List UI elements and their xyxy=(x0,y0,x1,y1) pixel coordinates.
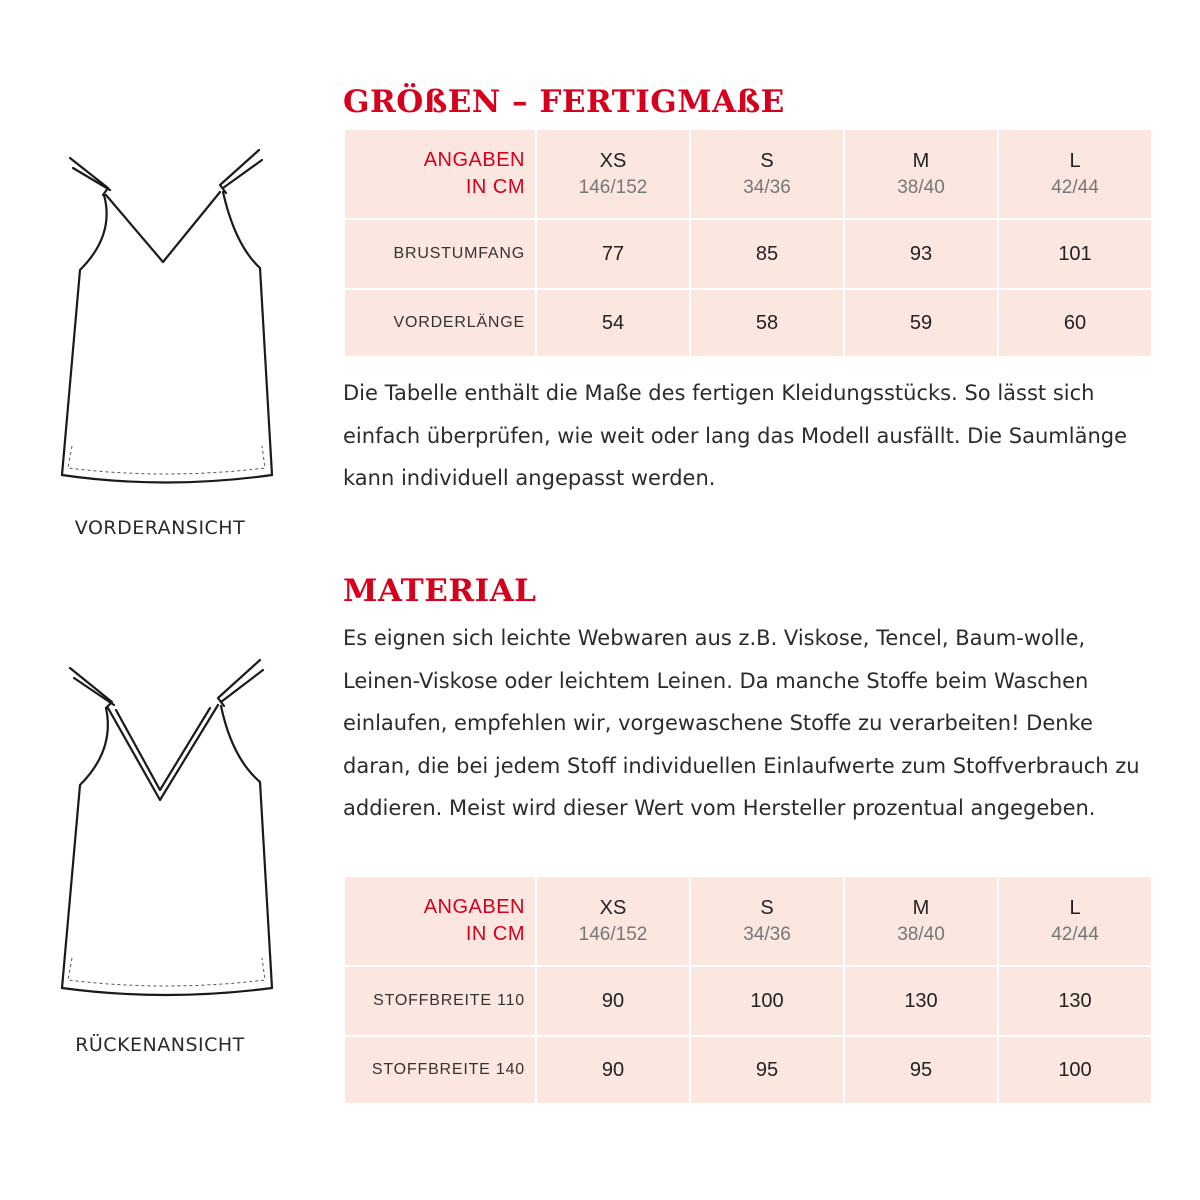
table-cell: 130 xyxy=(999,967,1151,1037)
table-cell: 100 xyxy=(691,967,843,1037)
size-range: 38/40 xyxy=(897,923,945,945)
table-row xyxy=(345,290,1151,358)
table-header-row xyxy=(345,130,1151,220)
table-cell: 90 xyxy=(537,1037,689,1105)
material-text: Es eignen sich leichte Webwaren aus z.B. Viskose, Tencel, Baum-wolle, Leinen-Viskose oder leichtem Leinen. Da manche Stoffe beim Waschen einlaufen, empfehlen wir, vorgewaschene Stoffe zu verarbeiten! Denke daran, die bei jedem Stoff individuellen Einlaufwerte zum Stoffverbrauch zu addieren. Meist wird dieser Wert vom Hersteller prozentual angegeben. xyxy=(343,626,1140,820)
size-l-header xyxy=(999,877,1151,967)
header-label-cell xyxy=(345,877,535,967)
row-label: VORDERLÄNGE xyxy=(345,290,535,358)
table-cell: 93 xyxy=(845,220,997,290)
size-xs-header xyxy=(537,877,689,967)
size-m-header xyxy=(845,877,997,967)
size-xs-header xyxy=(537,130,689,220)
size-name: M xyxy=(912,149,930,172)
size-name: XS xyxy=(599,896,627,919)
table-cell: 95 xyxy=(845,1037,997,1105)
size-range: 146/152 xyxy=(578,923,648,945)
size-range: 42/44 xyxy=(1051,923,1099,945)
table-row xyxy=(345,967,1151,1037)
row-label: BRUSTUMFANG xyxy=(345,220,535,290)
table-cell: 59 xyxy=(845,290,997,358)
table-row xyxy=(345,1037,1151,1105)
size-range: 146/152 xyxy=(578,176,648,198)
back-view-label: RÜCKENANSICHT xyxy=(75,1034,245,1056)
header-label-line2: IN CM xyxy=(465,923,525,945)
size-name: XS xyxy=(599,149,627,172)
material-table xyxy=(343,877,1153,1105)
size-range: 38/40 xyxy=(897,176,945,198)
size-range: 34/36 xyxy=(743,923,791,945)
size-name: M xyxy=(912,896,930,919)
material-heading: MATERIAL xyxy=(343,573,537,609)
header-label-cell xyxy=(345,130,535,220)
row-label: STOFFBREITE 110 xyxy=(345,967,535,1037)
header-label-line2: IN CM xyxy=(465,176,525,198)
table-cell: 101 xyxy=(999,220,1151,290)
size-name: L xyxy=(1069,149,1081,172)
size-name: L xyxy=(1069,896,1081,919)
table-cell: 60 xyxy=(999,290,1151,358)
sizes-note: Die Tabelle enthält die Maße des fertigen Kleidungsstücks. So lässt sich einfach überprüfen, wie weit oder lang das Modell ausfällt. Die Saumlänge kann individuell angepasst werden. xyxy=(343,381,1128,490)
header-label-line1: ANGABEN xyxy=(423,149,525,171)
back-view-sketch-icon xyxy=(40,650,300,1020)
size-name: S xyxy=(760,896,774,919)
header-label-line1: ANGABEN xyxy=(423,896,525,918)
size-range: 42/44 xyxy=(1051,176,1099,198)
table-cell: 54 xyxy=(537,290,689,358)
table-cell: 85 xyxy=(691,220,843,290)
table-cell: 95 xyxy=(691,1037,843,1105)
sizes-heading: GRÖßEN – FERTIGMAßE xyxy=(343,84,785,120)
size-range: 34/36 xyxy=(743,176,791,198)
size-name: S xyxy=(760,149,774,172)
size-s-header xyxy=(691,130,843,220)
table-cell: 100 xyxy=(999,1037,1151,1105)
table-header-row xyxy=(345,877,1151,967)
size-l-header xyxy=(999,130,1151,220)
front-view-sketch-icon xyxy=(40,140,300,510)
front-view-label: VORDERANSICHT xyxy=(74,517,246,539)
table-cell: 58 xyxy=(691,290,843,358)
row-label: STOFFBREITE 140 xyxy=(345,1037,535,1105)
size-m-header xyxy=(845,130,997,220)
table-cell: 130 xyxy=(845,967,997,1037)
sizes-table xyxy=(343,130,1153,358)
table-row xyxy=(345,220,1151,290)
table-cell: 90 xyxy=(537,967,689,1037)
size-s-header xyxy=(691,877,843,967)
table-cell: 77 xyxy=(537,220,689,290)
